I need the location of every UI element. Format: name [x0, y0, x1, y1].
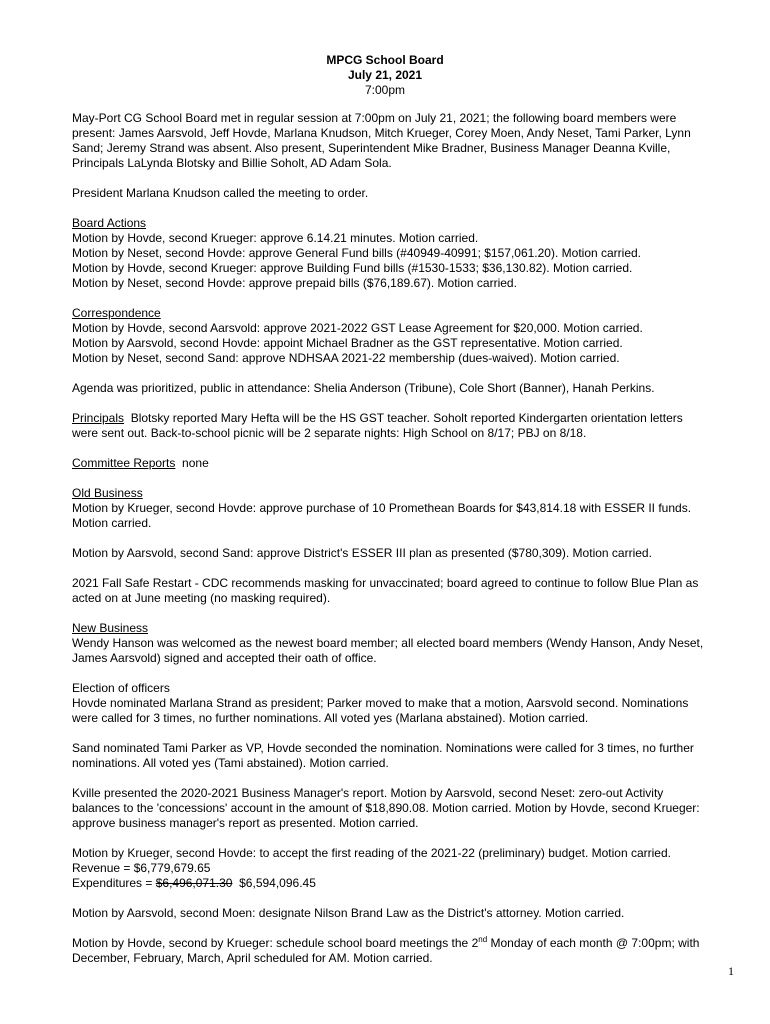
meeting-date: July 21, 2021: [347, 68, 423, 82]
meetings-paragraph: [72, 936, 712, 966]
budget-section: [72, 846, 712, 891]
principals-heading: Principals: [72, 411, 125, 425]
vp-paragraph: Sand nominated Tami Parker as VP, Hovde seconded the nomination. Nominations were called for 3 times, no further nominations. All voted yes (Tami abstained). Motion carried.: [72, 741, 694, 770]
expenditures-old-value: $6,496,071.30: [155, 876, 233, 890]
election-text: Hovde nominated Marlana Strand as president; Parker moved to make that a motion, Aarsvold second. Nominations were called for 3 times, no further nominations. All voted yes (Marlana abstained). Motion carried.: [72, 696, 689, 725]
expenditures-label: Expenditures =: [72, 876, 156, 890]
new-business-section: [72, 621, 712, 666]
budget-revenue: Revenue = $6,779,679.65: [72, 861, 211, 875]
meetings-text-rest: Monday of each month @ 7:00pm; with December, February, March, April scheduled for AM. Motion carried.: [72, 936, 700, 965]
correspondence-section: [72, 306, 712, 366]
committee-text: none: [175, 456, 209, 470]
call-to-order: President Marlana Knudson called the meeting to order.: [72, 186, 369, 200]
meeting-time: 7:00pm: [364, 83, 406, 97]
ordinal-suffix: nd: [478, 935, 488, 944]
old-business-item: Motion by Krueger, second Hovde: approve purchase of 10 Promethean Boards for $43,814.18 with ESSER II funds. Motion carried.: [72, 501, 692, 530]
election-section: [72, 681, 712, 726]
agenda-paragraph: Agenda was prioritized, public in attendance: Shelia Anderson (Tribune), Cole Short (Banner), Hanah Perkins.: [72, 381, 655, 395]
page-number: 1: [728, 964, 734, 978]
principals-text: Blotsky reported Mary Hefta will be the HS GST teacher. Soholt reported Kindergarten orientation letters were sent out. Back-to-school picnic will be 2 separate nights: High School on 8/17; PBJ on 8/18.: [72, 411, 687, 440]
old-business-item: 2021 Fall Safe Restart - CDC recommends masking for unvaccinated; board agreed to continue to follow Blue Plan as acted on at June meeting (no masking required).: [72, 576, 699, 605]
minutes-body: [72, 111, 712, 981]
intro-paragraph: May-Port CG School Board met in regular session at 7:00pm on July 21, 2021; the following board members were present: James Aarsvold, Jeff Hovde, Marlana Knudson, Mitch Krueger, Corey Moen, Andy Neset, Tami Parker, Lynn Sand; Jeremy Strand was absent. Also present, Superintendent Mike Bradner, Business Manager Deanna Kville, Principals LaLynda Blotsky and Billie Soholt, AD Adam Sola.: [72, 111, 691, 170]
committee-section: [72, 456, 712, 471]
new-business-text: Wendy Hanson was welcomed as the newest board member; all elected board members (Wendy Hanson, Andy Neset, James Aarsvold) signed and accepted their oath of office.: [72, 636, 704, 665]
business-manager-paragraph: Kville presented the 2020-2021 Business Manager's report. Motion by Aarsvold, second Neset: zero-out Activity balances to the 'concessions' account in the amount of $18,890.08. Motion carried. Motion by Hovde, second Krueger: approve business manager's report as presented. Motion carried.: [72, 786, 700, 830]
principals-section: [72, 411, 712, 441]
correspondence-line: Motion by Hovde, second Aarsvold: approve 2021-2022 GST Lease Agreement for $20,000. Motion carried.: [72, 321, 643, 335]
correspondence-line: Motion by Aarsvold, second Hovde: appoint Michael Bradner as the GST representative. Motion carried.: [72, 336, 623, 350]
old-business-heading: Old Business: [72, 486, 143, 500]
old-business-item: Motion by Aarsvold, second Sand: approve District's ESSER III plan as presented ($780,309). Motion carried.: [72, 546, 652, 560]
attorney-paragraph: Motion by Aarsvold, second Moen: designate Nilson Brand Law as the District's attorney. Motion carried.: [72, 906, 625, 920]
board-actions-section: [72, 216, 712, 291]
board-actions-heading: Board Actions: [72, 216, 147, 230]
board-action-line: Motion by Hovde, second Krueger: approve Building Fund bills (#1530-1533; $36,130.82). Motion carried.: [72, 261, 633, 275]
board-action-line: Motion by Neset, second Hovde: approve prepaid bills ($76,189.67). Motion carried.: [72, 276, 517, 290]
new-business-heading: New Business: [72, 621, 149, 635]
budget-expenditures: [72, 876, 712, 891]
document-title: MPCG School Board: [326, 53, 444, 67]
budget-text: Motion by Krueger, second Hovde: to accept the first reading of the 2021-22 (preliminary) budget. Motion carried.: [72, 846, 671, 860]
document-header: [0, 53, 770, 98]
correspondence-line: Motion by Neset, second Sand: approve NDHSAA 2021-22 membership (dues-waived). Motion carried.: [72, 351, 620, 365]
meetings-text: Motion by Hovde, second by Krueger: schedule school board meetings the 2: [72, 936, 479, 950]
correspondence-heading: Correspondence: [72, 306, 161, 320]
election-heading: Election of officers: [72, 681, 170, 695]
expenditures-new-value: $6,594,096.45: [232, 876, 316, 890]
old-business-section: [72, 486, 712, 531]
board-action-line: Motion by Neset, second Hovde: approve General Fund bills (#40949-40991; $157,061.20). Motion carried.: [72, 246, 642, 260]
board-action-line: Motion by Hovde, second Krueger: approve 6.14.21 minutes. Motion carried.: [72, 231, 479, 245]
committee-heading: Committee Reports: [72, 456, 176, 470]
